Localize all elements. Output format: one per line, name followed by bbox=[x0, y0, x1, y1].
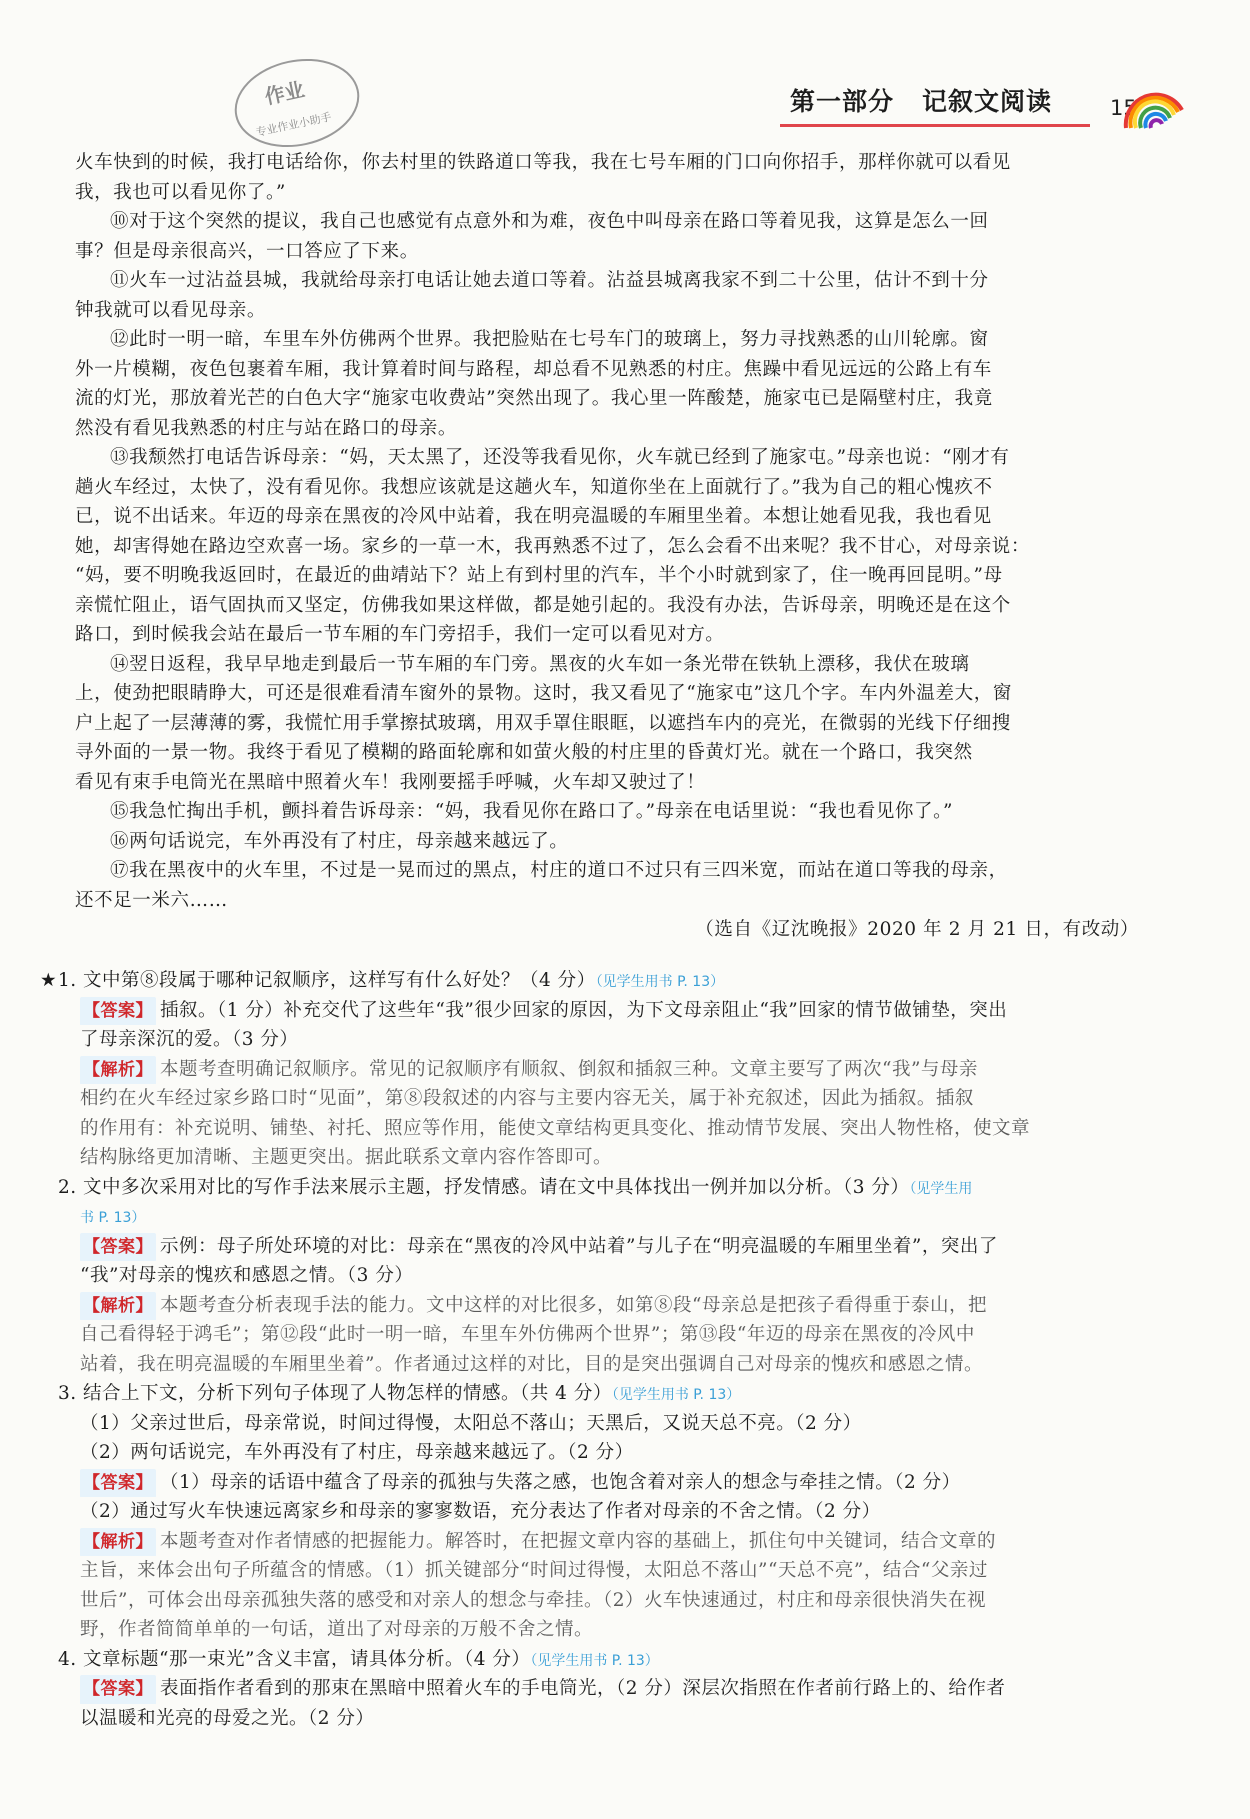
analysis-2-line: 站着，我在明亮温暖的车厢里坐着”。作者通过这样的对比，目的是突出强调自己对母亲的愧疚和感恩之情。 bbox=[80, 1353, 983, 1375]
header-rule bbox=[780, 124, 1090, 127]
header-part: 第一部分 bbox=[790, 87, 895, 116]
passage-line: 外一片模糊，夜色包裹着车厢，我计算着时间与路程，却总看不见熟悉的村庄。焦躁中看见远远的公路上有车 bbox=[75, 358, 992, 380]
passage-line: 已，说不出话来。年迈的母亲在黑夜的冷风中站着，我在明亮温暖的车厢里坐着。本想让她看见我，我也看见 bbox=[75, 506, 992, 527]
passage-line: ⑭翌日返程，我早早地走到最后一节车厢的车门旁。黑夜的火车如一条光带在铁轨上漂移，我伏在玻璃 bbox=[110, 653, 970, 675]
passage-line: ⑮我急忙掏出手机，颤抖着告诉母亲：“妈，我看见你在路口了。”母亲在电话里说：“我也看见你了。” bbox=[110, 801, 954, 822]
homework-stamp-icon bbox=[225, 45, 375, 160]
passage-line: 趟火车经过，太快了，没有看见你。我想应该就是这趟火车，知道你坐在上面就行了。”我为自己的粗心愧疚不 bbox=[75, 476, 993, 498]
answer-2-line bbox=[40, 1232, 1145, 1262]
answer-3-line bbox=[40, 1468, 1145, 1498]
analysis-2-line: 自己看得轻于鸿毛”；第⑫段“此时一明一暗，车里车外仿佛两个世界”；第⑬段“年迈的母亲在黑夜的冷风中 bbox=[80, 1324, 975, 1345]
question-3 bbox=[40, 1379, 1145, 1409]
answer-3-line bbox=[40, 1497, 1145, 1527]
answer-1-line bbox=[40, 996, 1145, 1026]
passage-line: 上，使劲把眼睛睁大，可还是很难看清车窗外的景物。这时，我又看见了“施家屯”这几个字。车内外温差大，窗 bbox=[75, 683, 1012, 704]
passage-source: （选自《辽沈晚报》2020 年 2 月 21 日，有改动） bbox=[695, 919, 1139, 940]
page-header bbox=[790, 82, 1230, 152]
passage-line: 流的灯光，那放着光芒的白色大字“施家屯收费站”突然出现了。我心里一阵酸楚，施家屯已是隔壁村庄，我竟 bbox=[75, 388, 993, 409]
analysis-3-text: 本题考查对作者情感的把握能力。解答时，在把握文章内容的基础上，抓住句中关键词，结合文章的 bbox=[160, 1530, 997, 1552]
analysis-tag: 【解析】 bbox=[80, 1056, 156, 1085]
answer-tag: 【答案】 bbox=[80, 1675, 156, 1704]
answer-tag: 【答案】 bbox=[80, 1233, 156, 1262]
questions bbox=[40, 966, 1145, 1733]
question-1 bbox=[40, 966, 1145, 996]
analysis-tag: 【解析】 bbox=[80, 1528, 156, 1557]
stamp-label: 作业 bbox=[262, 77, 307, 109]
passage-line: 亲慌忙阻止，语气固执而又坚定，仿佛我如果这样做，都是她引起的。我没有办法，告诉母亲，明晚还是在这个 bbox=[75, 594, 1011, 616]
answer-2-line bbox=[40, 1261, 1145, 1291]
header-section: 记叙文阅读 bbox=[922, 87, 1053, 116]
answer-1-text: 了母亲深沉的爱。（3 分） bbox=[80, 1025, 1145, 1055]
answer-tag: 【答案】 bbox=[80, 997, 156, 1026]
analysis-1-text: 本题考查明确记叙顺序。常见的记叙顺序有顺叙、倒叙和插叙三种。文章主要写了两次“我”与母亲 bbox=[160, 1058, 978, 1080]
passage-line: 钟我就可以看见母亲。 bbox=[75, 299, 267, 321]
answer-4-text: 以温暖和光亮的母爱之光。（2 分） bbox=[80, 1704, 1145, 1734]
question-2-stem: 2. 文中多次采用对比的写作手法来展示主题，抒发情感。请在文中具体找出一例并加以分析。（3 分） bbox=[58, 1176, 910, 1198]
passage-line: 火车快到的时候，我打电话给你，你去村里的铁路道口等我，我在七号车厢的门口向你招手，那样你就可以看见 bbox=[75, 152, 1011, 173]
passage-line: 看见有束手电筒光在黑暗中照着火车！我刚要摇手呼喊，火车却又驶过了！ bbox=[75, 771, 706, 793]
question-4 bbox=[40, 1645, 1145, 1675]
answer-4-line bbox=[40, 1704, 1145, 1734]
question-4-ref: （见学生用书 P. 13） bbox=[530, 1652, 659, 1669]
answer-3-text: （2）通过写火车快速远离家乡和母亲的寥寥数语，充分表达了作者对母亲的不舍之情。（2 分） bbox=[80, 1497, 1145, 1527]
question-3-stem: 3. 结合上下文，分析下列句子体现了人物怎样的情感。（共 4 分） bbox=[58, 1383, 612, 1404]
analysis-2-line bbox=[40, 1291, 1145, 1321]
passage-line: 路口，到时候我会站在最后一节车厢的车门旁招手，我们一定可以看见对方。 bbox=[75, 624, 725, 645]
passage-line: 还不足一米六…… bbox=[75, 889, 228, 911]
passage bbox=[75, 148, 1143, 945]
answer-4-text: 表面指作者看到的那束在黑暗中照着火车的手电筒光，（2 分）深层次指照在作者前行路上的、给作者 bbox=[160, 1678, 1006, 1699]
answer-2-text: “我”对母亲的愧疚和感恩之情。（3 分） bbox=[80, 1261, 1145, 1291]
analysis-1-line: 结构脉络更加清晰、主题更突出。据此联系文章内容作答即可。 bbox=[80, 1147, 613, 1168]
question-2-ref: （见学生用 bbox=[909, 1180, 973, 1197]
answer-1-text: 插叙。（1 分）补充交代了这些年“我”很少回家的原因，为下文母亲阻止“我”回家的情节做铺垫，突出 bbox=[160, 999, 1008, 1021]
passage-line: ⑰我在黑夜中的火车里，不过是一晃而过的黑点，村庄的道口不过只有三四米宽，而站在道口等我的母亲， bbox=[110, 860, 1008, 881]
page-number: 15 bbox=[1110, 96, 1137, 120]
analysis-1-line: 的作用有：补充说明、铺垫、衬托、照应等作用，能使文章结构更具变化、推动情节发展、突出人物性格，使文章 bbox=[80, 1117, 1031, 1139]
question-1-stem: 1. 文中第⑧段属于哪种记叙顺序，这样写有什么好处？（4 分） bbox=[58, 970, 596, 991]
passage-line: 然没有看见我熟悉的村庄与站在路口的母亲。 bbox=[75, 417, 458, 439]
analysis-3-line bbox=[40, 1527, 1145, 1557]
question-1-ref: （见学生用书 P. 13） bbox=[595, 974, 725, 990]
analysis-tag: 【解析】 bbox=[80, 1292, 156, 1321]
passage-line: ⑪火车一过沾益县城，我就给母亲打电话让她去道口等着。沾益县城离我家不到二十公里，估计不到十分 bbox=[110, 270, 989, 291]
passage-line: 我，我也可以看见你了。” bbox=[75, 181, 286, 203]
passage-line: 事？但是母亲很高兴，一口答应了下来。 bbox=[75, 240, 419, 262]
question-3-item: （2）两句话说完，车外再没有了村庄，母亲越来越远了。（2 分） bbox=[80, 1442, 634, 1463]
passage-line: ⑫此时一明一暗，车里车外仿佛两个世界。我把脸贴在七号车门的玻璃上，努力寻找熟悉的山川轮廓。窗 bbox=[110, 329, 989, 350]
passage-line: 她，却害得她在路边空欢喜一场。家乡的一草一木，我再熟悉不过了，怎么会看不出来呢？我不甘心，对母亲说： bbox=[75, 535, 1031, 557]
question-2 bbox=[40, 1173, 1145, 1203]
analysis-2-text: 本题考查分析表现手法的能力。文中这样的对比很多，如第⑧段“母亲总是把孩子看得重于泰山，把 bbox=[160, 1294, 987, 1316]
answer-2-text: 示例：母子所处环境的对比：母亲在“黑夜的冷风中站着”与儿子在“明亮温暖的车厢里坐着”，突出了 bbox=[160, 1235, 998, 1257]
question-2-ref-line bbox=[40, 1202, 1145, 1232]
analysis-1-line bbox=[40, 1055, 1145, 1085]
passage-line: ⑩对于这个突然的提议，我自己也感觉有点意外和为难，夜色中叫母亲在路口等着见我，这算是怎么一回 bbox=[110, 211, 989, 232]
passage-line: ⑬我颓然打电话告诉母亲：“妈，天太黑了，还没等我看见你，火车就已经到了施家屯。”母亲也说：“刚才有 bbox=[110, 447, 1010, 468]
analysis-3-line: 主旨，来体会出句子所蕴含的情感。（1）抓关键部分“时间过得慢，太阳总不落山”“天总不亮”，结合“父亲过 bbox=[80, 1560, 988, 1581]
star-icon: ★ bbox=[40, 970, 58, 991]
answer-tag: 【答案】 bbox=[80, 1469, 156, 1498]
answer-1-line bbox=[40, 1025, 1145, 1055]
answer-3-text: （1）母亲的话语中蕴含了母亲的孤独与失落之感，也饱含着对亲人的想念与牵挂之情。（2 分） bbox=[160, 1471, 961, 1493]
question-4-stem: 4. 文章标题“那一束光”含义丰富，请具体分析。（4 分） bbox=[58, 1648, 531, 1670]
passage-line: ⑯两句话说完，车外再没有了村庄，母亲越来越远了。 bbox=[110, 830, 569, 852]
passage-line: “妈，要不明晚我返回时，在最近的曲靖站下？站上有到村里的汽车，半个小时就到家了，住一晚再回昆明。”母 bbox=[75, 565, 1003, 586]
analysis-3-line: 世后”，可体会出母亲孤独失落的感受和对亲人的想念与牵挂。（2）火车快速通过，村庄和母亲很快消失在视 bbox=[80, 1589, 986, 1611]
answer-4-line bbox=[40, 1674, 1145, 1704]
passage-line: 寻外面的一景一物。我终于看见了模糊的路面轮廓和如萤火般的村庄里的昏黄灯光。就在一个路口，我突然 bbox=[75, 742, 973, 763]
stamp-sub: 专业作业小助手 bbox=[254, 110, 333, 140]
passage-line: 户上起了一层薄薄的雾，我慌忙用手掌擦拭玻璃，用双手罩住眼眶，以遮挡车内的亮光，在微弱的光线下仔细搜 bbox=[75, 712, 1011, 734]
question-3-ref: （见学生用书 P. 13） bbox=[611, 1387, 741, 1403]
header-title bbox=[790, 82, 1052, 118]
question-3-item: （1）父亲过世后，母亲常说，时间过得慢，太阳总不落山；天黑后，又说天总不亮。（2 分） bbox=[80, 1412, 862, 1434]
analysis-3-line: 野，作者简简单单的一句话，道出了对母亲的万般不舍之情。 bbox=[80, 1619, 594, 1640]
rainbow-icon bbox=[1120, 70, 1188, 132]
question-2-ref-cont: 书 P. 13） bbox=[80, 1210, 146, 1226]
analysis-1-line: 相约在火车经过家乡路口时“见面”，第⑧段叙述的内容与主要内容无关，属于补充叙述，因此为插叙。插叙 bbox=[80, 1088, 974, 1109]
